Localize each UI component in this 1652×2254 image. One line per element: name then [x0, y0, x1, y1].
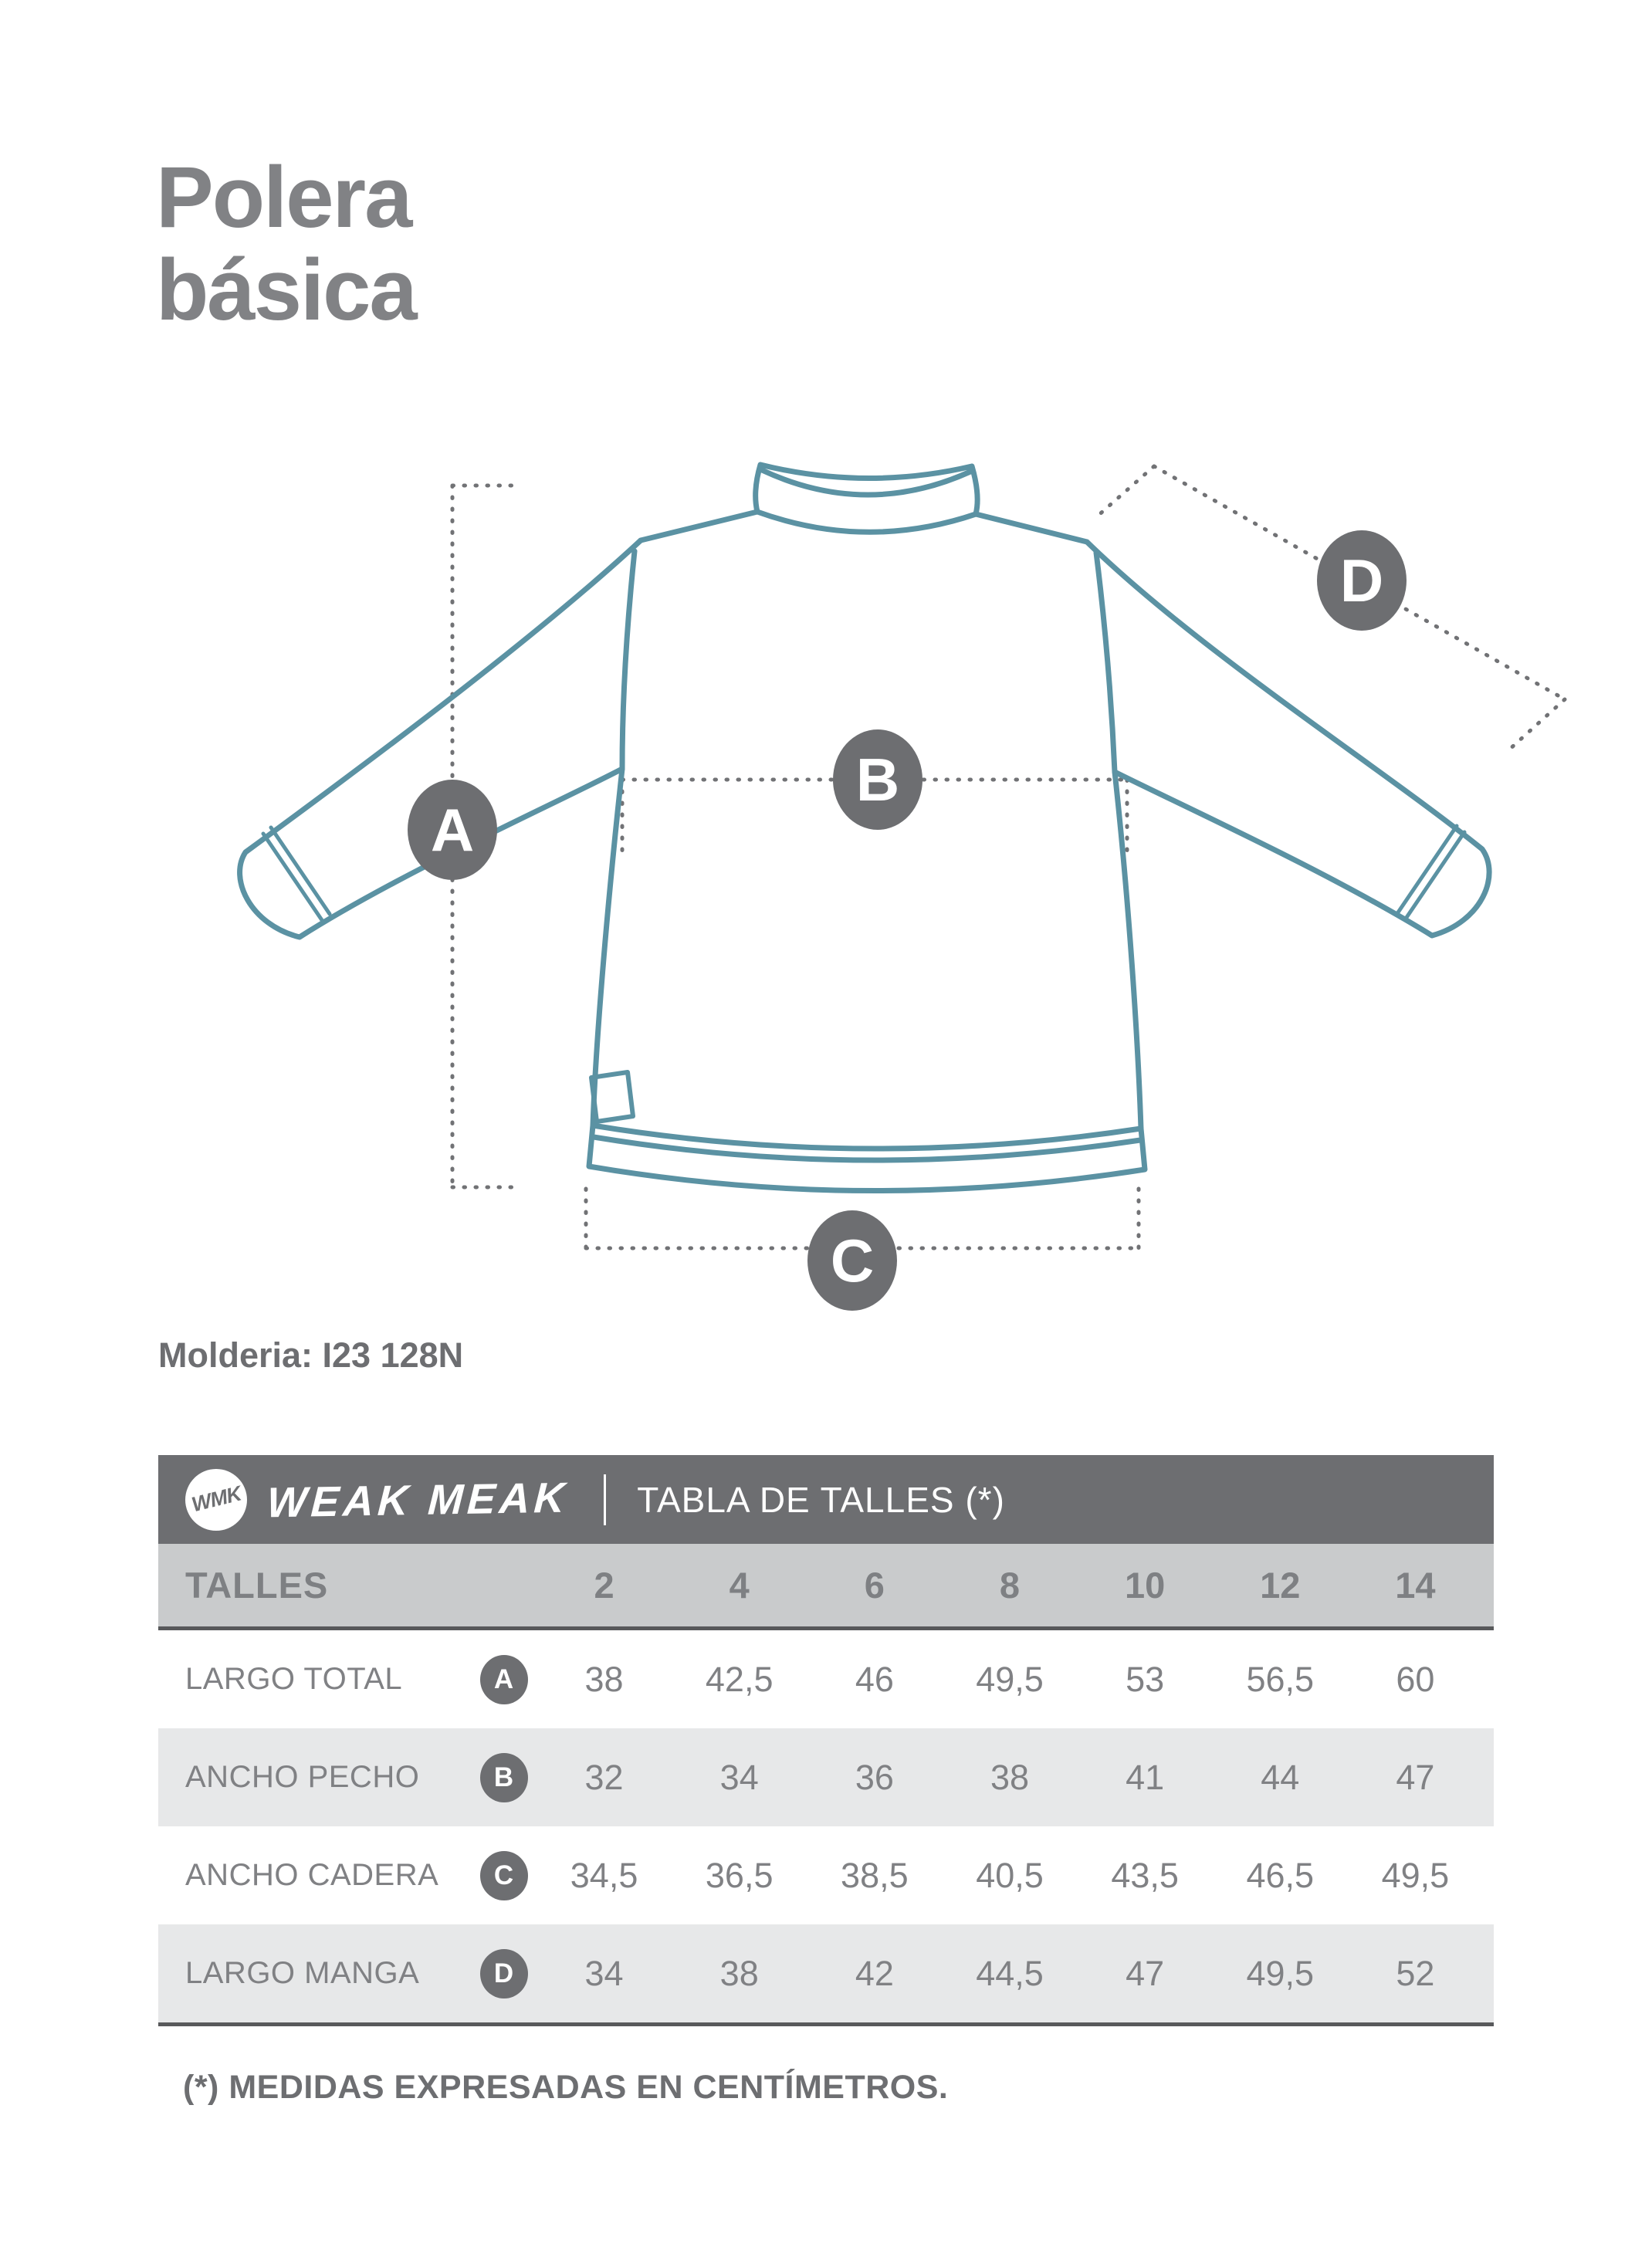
size-column: 8 — [999, 1565, 1021, 1606]
brand-monogram: WMK — [188, 1481, 243, 1517]
shoulder-right — [976, 514, 1087, 542]
measure-value: 38,5 — [841, 1855, 909, 1895]
table-row-largo-manga — [158, 1924, 1494, 2022]
marker-badge: D — [480, 1949, 528, 1998]
table-row-ancho-pecho — [158, 1728, 1494, 1826]
size-column: 6 — [864, 1565, 885, 1606]
measure-value: 42 — [855, 1953, 894, 1993]
brand-logo-icon — [185, 1469, 247, 1531]
cuff-left-stitch — [263, 827, 330, 920]
svg-text:A: A — [430, 796, 475, 864]
measure-value: 41 — [1126, 1757, 1165, 1797]
marker-badge-a — [408, 780, 497, 880]
table-row-ancho-cadera — [158, 1826, 1494, 1924]
table-row-largo-total — [158, 1630, 1494, 1728]
sizes-header-label: TALLES — [185, 1565, 329, 1606]
marker-badge-d — [1317, 530, 1407, 631]
cuff-right-stitch — [1398, 826, 1464, 919]
armhole-right — [1096, 553, 1115, 772]
brand-name: WEAK MEAK — [266, 1473, 570, 1526]
measure-value: 49,5 — [1246, 1953, 1315, 1993]
size-table — [158, 1455, 1494, 2026]
row-label: LARGO MANGA — [185, 1956, 420, 1990]
measure-value: 38 — [584, 1659, 624, 1699]
molderia-label: Molderia: I23 128N — [158, 1335, 464, 1375]
table-header — [158, 1455, 1494, 1544]
marker-badge-b — [833, 729, 922, 830]
table-title: TABLA DE TALLES (*) — [637, 1479, 1005, 1520]
bottom-rule — [158, 2022, 1494, 2026]
measure-value: 38 — [990, 1757, 1030, 1797]
page-title-line1: Polera — [156, 149, 411, 245]
measure-value: 47 — [1126, 1953, 1165, 1993]
measure-value: 46,5 — [1246, 1855, 1315, 1895]
row-label: ANCHO PECHO — [185, 1760, 420, 1794]
measure-value: 40,5 — [976, 1855, 1044, 1895]
row-label: LARGO TOTAL — [185, 1662, 403, 1696]
svg-text:B: B — [855, 746, 900, 814]
measure-value: 53 — [1126, 1659, 1165, 1699]
measure-value: 32 — [584, 1757, 624, 1797]
measure-value: 52 — [1396, 1953, 1435, 1993]
shoulder-left — [641, 512, 757, 540]
measure-value: 36,5 — [705, 1855, 774, 1895]
measure-value: 38 — [719, 1953, 759, 1993]
size-column: 2 — [594, 1565, 614, 1606]
measure-value: 49,5 — [976, 1659, 1044, 1699]
measure-value: 60 — [1396, 1659, 1435, 1699]
size-column: 10 — [1124, 1565, 1166, 1606]
measure-value: 43,5 — [1111, 1855, 1179, 1895]
measure-value: 34,5 — [570, 1855, 638, 1895]
measure-value: 34 — [584, 1953, 624, 1993]
measure-value: 34 — [719, 1757, 759, 1797]
header-divider — [604, 1474, 606, 1525]
marker-badge: B — [480, 1753, 528, 1802]
marker-badge: A — [480, 1655, 528, 1704]
measure-value: 56,5 — [1246, 1659, 1315, 1699]
measure-value: 46 — [855, 1659, 894, 1699]
footnote: (*) MEDIDAS EXPRESADAS EN CENTÍMETROS. — [183, 2069, 949, 2106]
marker-badge-c — [807, 1210, 897, 1311]
measure-value: 47 — [1396, 1757, 1435, 1797]
marker-badge: C — [480, 1851, 528, 1900]
hem-band — [589, 1125, 1145, 1191]
collar — [756, 465, 977, 532]
measure-value: 44,5 — [976, 1953, 1044, 1993]
armhole-left — [622, 551, 635, 769]
size-column: 12 — [1260, 1565, 1301, 1606]
sleeve-right — [1087, 542, 1489, 936]
marker-badges — [408, 530, 1407, 1311]
measure-value: 49,5 — [1381, 1855, 1450, 1895]
measure-value: 42,5 — [705, 1659, 774, 1699]
size-column: 14 — [1395, 1565, 1436, 1606]
sizes-header-row — [158, 1544, 1494, 1626]
row-label: ANCHO CADERA — [185, 1858, 439, 1892]
page-title-line2: básica — [156, 242, 416, 338]
measure-value: 36 — [855, 1757, 894, 1797]
measure-value: 44 — [1261, 1757, 1300, 1797]
svg-text:C: C — [830, 1227, 875, 1295]
size-column: 4 — [729, 1565, 750, 1606]
svg-text:D: D — [1339, 547, 1384, 614]
